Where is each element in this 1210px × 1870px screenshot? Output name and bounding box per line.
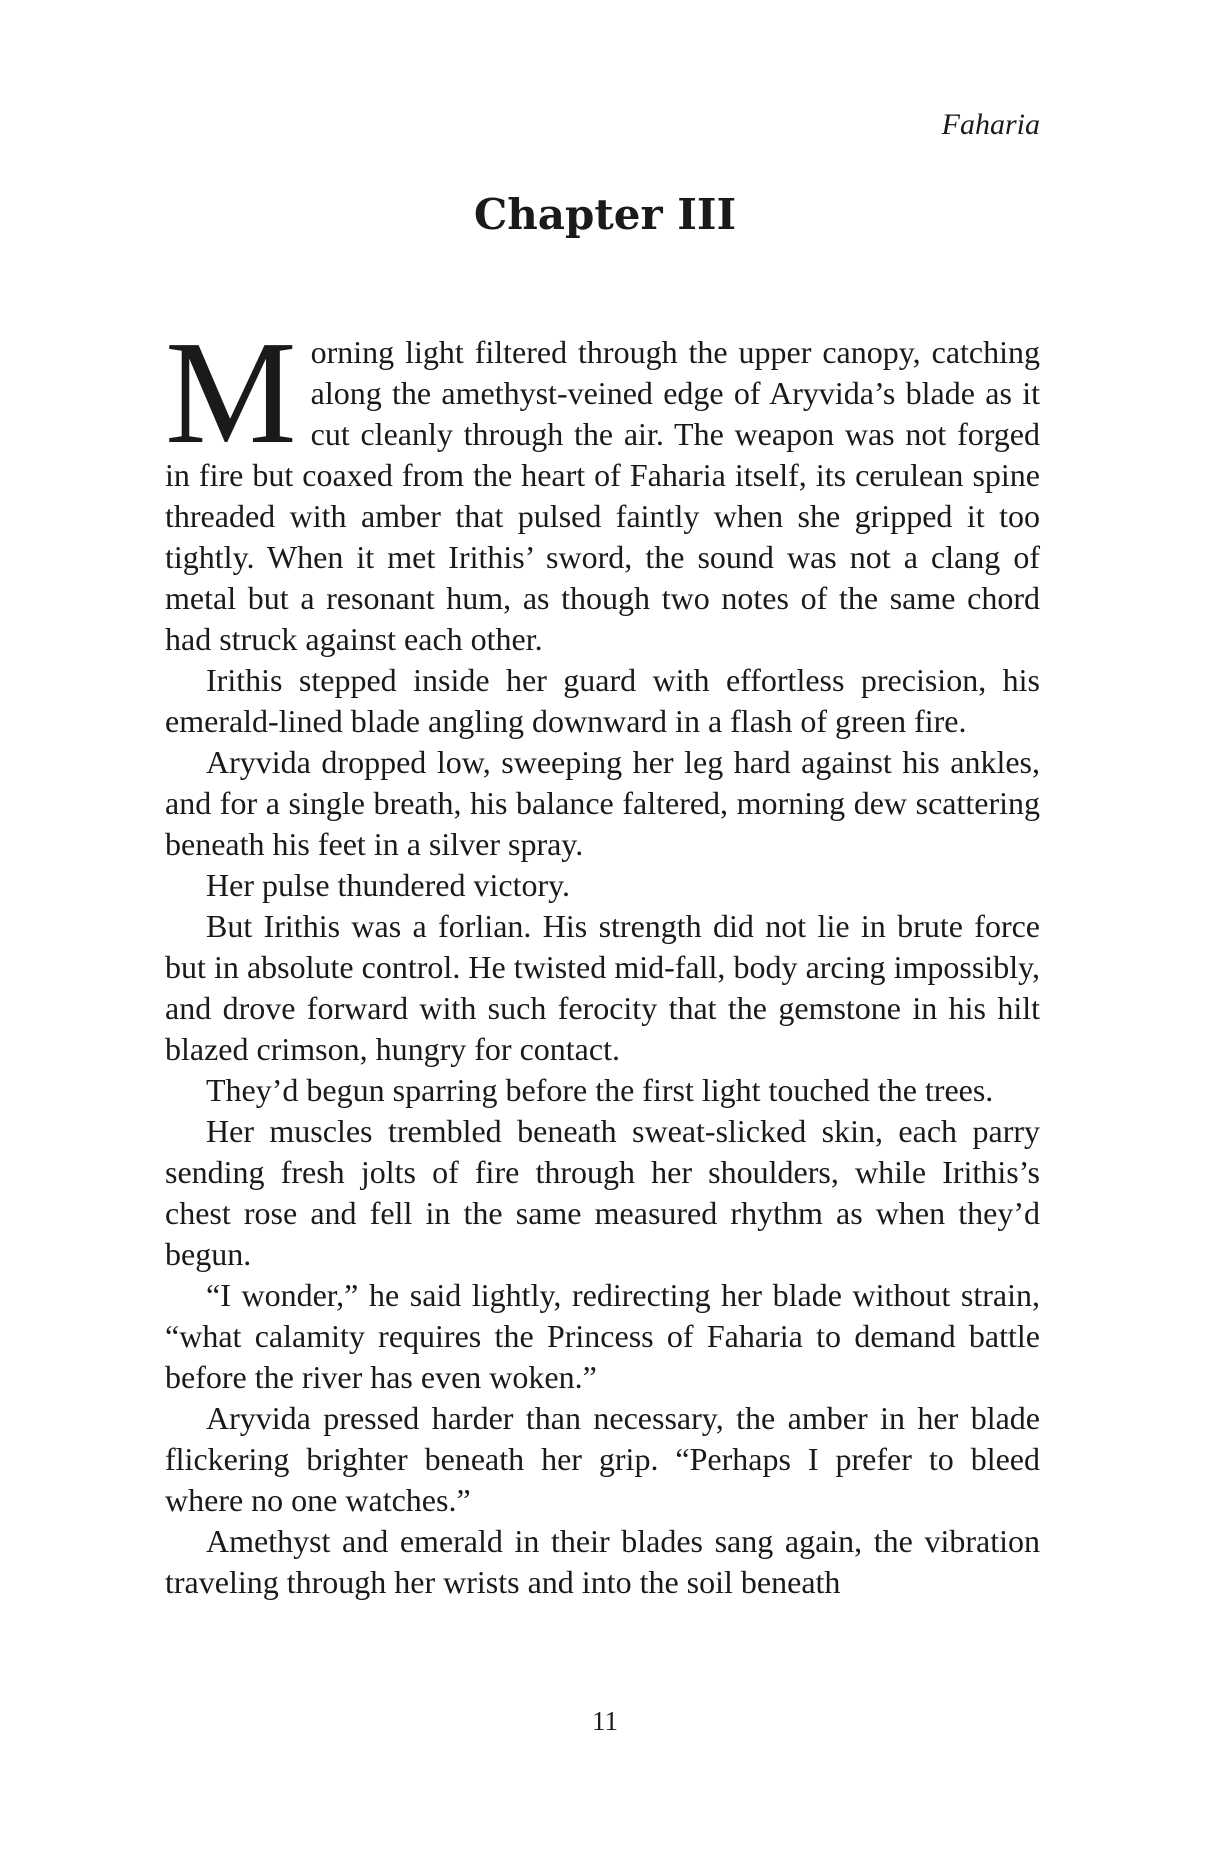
paragraph: But Irithis was a forlian. His strength did not lie in brute force but in absolute control. He twisted mid-fall, body arcing impossibly, and drove forward with such ferocity that the gemstone in his hilt blazed crimson, hungry for contact. (165, 908, 1040, 1067)
first-paragraph-text: orning light filtered through the upper canopy, catching along the amethyst-veined edge of Aryvida’s blade as it cut cleanly through the air. The weapon was not forged in fire but coaxed from the heart of Faharia itself, its cerulean spine threaded with amber that pulsed faintly when she gripped it too tightly. When it met Irithis’ sword, the sound was not a clang of metal but a resonant hum, as though two notes of the same chord had struck against each other. (165, 334, 1040, 657)
paragraph: Irithis stepped inside her guard with effortless precision, his emerald-lined blade angling downward in a flash of green fire. (165, 662, 1040, 739)
paragraph: Aryvida dropped low, sweeping her leg hard against his ankles, and for a single breath, his balance faltered, morning dew scattering beneath his feet in a silver spray. (165, 744, 1040, 862)
running-header: Faharia (941, 108, 1040, 141)
paragraph: “I wonder,” he said lightly, redirecting her blade without strain, “what calamity requires the Princess of Faharia to demand battle before the river has even woken.” (165, 1277, 1040, 1395)
drop-cap: M (165, 311, 297, 475)
page-number: 11 (592, 1706, 618, 1736)
chapter-body (165, 311, 1040, 1603)
paragraph: Aryvida pressed harder than necessary, the amber in her blade flickering brighter beneath her grip. “Perhaps I prefer to bleed where no one watches.” (165, 1400, 1040, 1518)
paragraph: Amethyst and emerald in their blades sang again, the vibration traveling through her wrists and into the soil beneath (165, 1523, 1040, 1600)
paragraph: They’d begun sparring before the first light touched the trees. (206, 1072, 994, 1108)
paragraph: Her pulse thundered victory. (206, 867, 571, 903)
chapter-title: Chapter III (473, 190, 737, 239)
paragraph: Her muscles trembled beneath sweat-slicked skin, each parry sending fresh jolts of fire through her shoulders, while Irithis’s chest rose and fell in the same measured rhythm as when they’d begun. (165, 1113, 1040, 1272)
first-paragraph (165, 311, 1040, 660)
